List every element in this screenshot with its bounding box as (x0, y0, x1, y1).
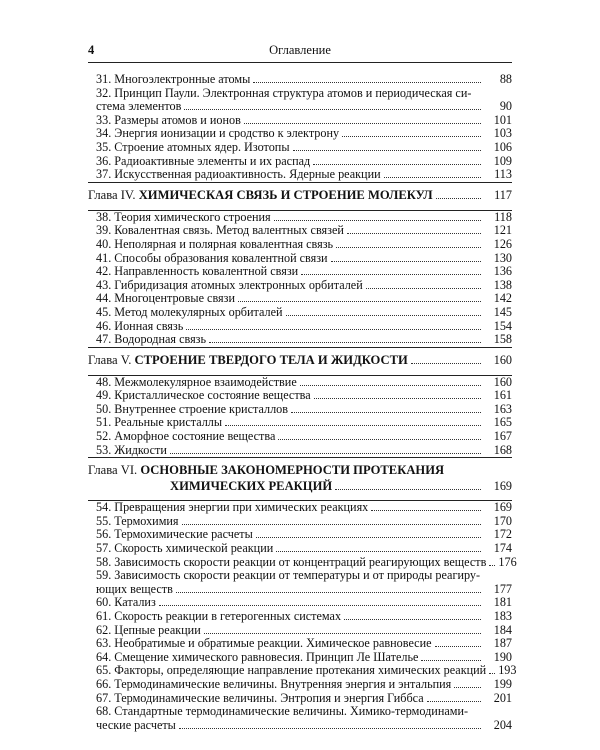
toc-entry (88, 705, 512, 732)
toc-entry (88, 624, 512, 638)
toc-entry-page: 126 (493, 236, 512, 251)
toc-entry-page: 184 (493, 622, 512, 637)
leader-dots (256, 536, 481, 538)
toc-entry-page: 168 (493, 442, 512, 457)
toc-entry-page: 176 (498, 554, 517, 569)
toc-entry-page: 130 (493, 250, 512, 265)
toc-entry-page: 174 (493, 541, 512, 556)
leader-dots (159, 604, 481, 606)
chapter-prefix: Глава V. (88, 352, 132, 367)
toc-entry-title: 44. Многоцентровые связи (96, 291, 235, 306)
leader-dots (300, 384, 481, 386)
toc-entry-line (88, 663, 517, 678)
toc-entry-page: 101 (493, 112, 512, 127)
toc-entry-page: 158 (493, 332, 512, 347)
leader-dots (427, 700, 481, 702)
toc-entry-title: 51. Реальные кристаллы (96, 415, 223, 430)
toc-entry-page: 187 (493, 636, 512, 651)
chapter-page: 160 (493, 352, 512, 367)
toc-entry-title-cont: ческие расчеты (96, 717, 176, 732)
toc-entry (88, 678, 512, 692)
toc-entry-line (88, 73, 512, 87)
leader-dots (454, 686, 481, 688)
toc-entry-page: 109 (493, 153, 512, 168)
chapter-page: 169 (493, 479, 512, 494)
toc-entry-line (88, 292, 512, 306)
toc-entry-page: 201 (493, 690, 512, 705)
toc-entry (88, 211, 512, 225)
toc-entry-page: 154 (493, 318, 512, 333)
page-number: 4 (88, 43, 95, 57)
toc-entry (88, 320, 512, 334)
toc-entry-title: 58. Зависимость скорости реакции от концентраций реагирующих веществ (96, 554, 487, 569)
chapter-title: СТРОЕНИЕ ТВЕРДОГО ТЕЛА И ЖИДКОСТИ (134, 352, 408, 367)
toc-entry-title: 33. Размеры атомов и ионов (96, 112, 241, 127)
toc-entry-line (88, 279, 512, 293)
toc-entry-title: 64. Смещение химического равновесия. Принцип Ле Шателье (96, 649, 419, 664)
toc-entry-title: 68. Стандартные термодинамические величины. Химико-термодинами- (96, 704, 469, 719)
leader-dots (342, 135, 481, 137)
toc-entry-title: 31. Многоэлектронные атомы (96, 72, 251, 86)
toc-entry (88, 306, 512, 320)
toc-entry-page: 177 (493, 581, 512, 596)
toc-entry (88, 416, 512, 430)
toc-entry-line (88, 637, 512, 651)
chapter-prefix: Глава IV. (88, 187, 136, 202)
toc-entry-title: 41. Способы образования ковалентной связи (96, 250, 328, 265)
leader-dots (209, 341, 481, 343)
leader-dots (489, 564, 495, 566)
toc-entry-line (88, 87, 512, 101)
leader-dots (278, 438, 481, 440)
toc-entry-page: 136 (493, 264, 512, 279)
leader-dots (179, 727, 481, 729)
leader-dots (335, 488, 481, 490)
toc-entry (88, 252, 512, 266)
chapter-title: ХИМИЧЕСКАЯ СВЯЗЬ И СТРОЕНИЕ МОЛЕКУЛ (138, 187, 433, 202)
chapter-heading (88, 354, 512, 369)
toc-entry (88, 528, 512, 542)
toc-entry-line (88, 624, 512, 638)
leader-dots (225, 424, 481, 426)
toc-entry-line (88, 501, 512, 515)
toc-entry-title: 35. Строение атомных ядер. Изотопы (96, 139, 290, 154)
toc-entry-title: 62. Цепные реакции (96, 622, 201, 637)
toc-entry-title: 42. Направленность ковалентной связи (96, 264, 299, 279)
toc-entry-title: 54. Превращения энергии при химических реакциях (96, 500, 369, 515)
toc-entry (88, 333, 512, 347)
leader-dots (184, 108, 481, 110)
toc-entry-title: 52. Аморфное состояние вещества (96, 429, 276, 444)
toc-entry-title: 36. Радиоактивные элементы и их распад (96, 153, 311, 168)
toc-entry-line (88, 416, 512, 430)
toc-entry-line (88, 155, 512, 169)
toc-entry (88, 403, 512, 417)
chapter-prefix: Глава VI. (88, 463, 138, 478)
leader-dots (366, 287, 481, 289)
toc-entry-page: 145 (493, 304, 512, 319)
toc-entry-page: 113 (494, 167, 512, 182)
toc-entry-line (88, 528, 512, 542)
chapter-page: 117 (494, 187, 512, 202)
toc-entry-title: 45. Метод молекулярных орбиталей (96, 304, 283, 319)
chapter-rule (88, 182, 512, 183)
leader-dots (331, 260, 481, 262)
toc-entry-title: 65. Факторы, определяющие направление протекания химических реакций (96, 663, 487, 678)
toc-entry (88, 610, 512, 624)
chapter-heading (88, 189, 512, 204)
toc-entry-line (88, 651, 512, 665)
leader-dots (286, 314, 481, 316)
toc-entry-line (88, 389, 512, 403)
toc-entry-line (88, 376, 512, 390)
toc-entry-title: 48. Межмолекулярное взаимодействие (96, 374, 297, 389)
toc-entry (88, 168, 512, 182)
toc-entry-title: 39. Ковалентная связь. Метод валентных связей (96, 223, 344, 238)
toc-entry (88, 596, 512, 610)
toc-entry-line (88, 542, 512, 556)
toc-entry-line (88, 320, 512, 334)
leader-dots (489, 672, 495, 674)
chapter-heading (88, 464, 512, 494)
toc-entry (88, 265, 512, 279)
toc-entry-title: 46. Ионная связь (96, 318, 184, 333)
toc-entry (88, 692, 512, 706)
toc-entry-title: 61. Скорость реакции в гетерогенных системах (96, 609, 342, 623)
toc-entry (88, 651, 512, 665)
toc-entry-line (88, 238, 512, 252)
leader-dots (436, 197, 481, 199)
leader-dots (274, 219, 481, 221)
toc-entry (88, 224, 512, 238)
toc-entry-title-cont: стема элементов (96, 99, 182, 114)
toc-entry-page: 163 (493, 401, 512, 416)
toc-entry-title: 43. Гибридизация атомных электронных орбиталей (96, 277, 363, 292)
toc-entry-page: 193 (498, 663, 517, 678)
toc-entry-page: 167 (493, 429, 512, 444)
toc-entry (88, 569, 512, 596)
leader-dots (371, 509, 481, 511)
chapter-line (88, 189, 512, 204)
toc-entry (88, 279, 512, 293)
toc-entry-page: 121 (493, 223, 512, 238)
toc-entry-line (88, 583, 512, 597)
chapter-title-line (88, 354, 408, 368)
toc-entry-page: 169 (493, 500, 512, 515)
toc-entry-line (88, 168, 512, 182)
toc-entry (88, 554, 517, 570)
toc-entry (88, 542, 512, 556)
toc-entry-title: 56. Термохимические расчеты (96, 527, 253, 542)
toc-entry-line (88, 719, 512, 733)
toc-entry-page: 142 (493, 291, 512, 306)
table-of-contents (88, 72, 517, 732)
toc-entry-line (88, 705, 512, 719)
toc-entry-page: 88 (499, 72, 512, 86)
toc-entry (88, 127, 512, 141)
toc-entry (88, 663, 517, 678)
toc-entry-page: 190 (493, 649, 512, 664)
toc-entry-line (88, 127, 512, 141)
toc-entry-page: 118 (494, 209, 512, 224)
toc-entry-line (88, 114, 512, 128)
toc-entry (88, 114, 512, 128)
toc-entry-title: 59. Зависимость скорости реакции от температуры и от природы реагиру- (96, 568, 481, 583)
chapter-title-line (88, 464, 444, 478)
toc-entry-page: 172 (493, 527, 512, 542)
toc-entry-page: 90 (499, 99, 512, 114)
toc-entry (88, 73, 512, 87)
toc-entry (88, 501, 512, 515)
toc-entry-page: 161 (493, 388, 512, 403)
leader-dots (411, 362, 481, 364)
toc-entry-title-cont: ющих веществ (96, 581, 173, 596)
toc-entry-title: 37. Искусственная радиоактивность. Ядерные реакции (96, 167, 381, 182)
toc-entry-page: 183 (493, 609, 512, 623)
toc-entry (88, 87, 512, 114)
leader-dots (314, 397, 481, 399)
toc-entry-title: 67. Термодинамические величины. Энтропия и энергия Гиббса (96, 690, 424, 705)
toc-entry-line (88, 444, 512, 458)
leader-dots (384, 176, 481, 178)
chapter-rule (88, 457, 512, 458)
leader-dots (182, 523, 481, 525)
leader-dots (313, 163, 481, 165)
leader-dots (435, 645, 481, 647)
toc-entry-line (88, 569, 512, 583)
leader-dots (336, 246, 481, 248)
toc-entry-title: 60. Катализ (96, 595, 156, 610)
toc-entry-line (88, 692, 512, 706)
toc-entry-page: 204 (493, 717, 512, 732)
toc-entry-page: 170 (493, 513, 512, 528)
toc-entry-page: 165 (493, 415, 512, 430)
leader-dots (276, 550, 481, 552)
chapter-line (88, 464, 512, 479)
toc-entry-line (88, 265, 512, 279)
toc-entry (88, 515, 512, 529)
chapter-line (88, 354, 512, 369)
chapter-line (88, 479, 512, 494)
toc-entry (88, 238, 512, 252)
toc-entry-line (88, 610, 512, 624)
toc-entry-line (88, 596, 512, 610)
leader-dots (293, 149, 481, 151)
leader-dots (204, 632, 481, 634)
toc-entry-page: 138 (493, 277, 512, 292)
toc-entry-line (88, 252, 512, 266)
header-rule (88, 62, 512, 63)
leader-dots (253, 81, 481, 83)
toc-entry (88, 444, 512, 458)
toc-entry-page: 106 (493, 139, 512, 154)
toc-entry (88, 292, 512, 306)
toc-entry-page: 160 (493, 374, 512, 389)
toc-entry-line (88, 403, 512, 417)
toc-entry-title: 38. Теория химического строения (96, 209, 271, 224)
toc-entry (88, 389, 512, 403)
toc-entry-title: 40. Неполярная и полярная ковалентная связь (96, 236, 334, 251)
toc-entry (88, 430, 512, 444)
toc-entry-title: 49. Кристаллическое состояние вещества (96, 388, 311, 403)
leader-dots (170, 452, 481, 454)
page-title: Оглавление (269, 43, 331, 57)
toc-entry (88, 141, 512, 155)
toc-entry-title: 50. Внутреннее строение кристаллов (96, 401, 288, 416)
leader-dots (291, 411, 481, 413)
toc-entry-line (88, 333, 512, 347)
chapter-rule (88, 347, 512, 348)
toc-entry-title: 47. Водородная связь (96, 332, 207, 347)
toc-entry-title: 63. Необратимые и обратимые реакции. Химическое равновесие (96, 636, 432, 651)
toc-entry-title: 34. Энергия ионизации и сродство к электрону (96, 126, 340, 141)
toc-entry-line (88, 100, 512, 114)
toc-entry-page: 199 (493, 676, 512, 691)
toc-entry-line (88, 211, 512, 225)
toc-entry-title: 55. Термохимия (96, 513, 179, 528)
leader-dots (244, 122, 481, 124)
chapter-title-line (88, 189, 433, 203)
leader-dots (347, 232, 481, 234)
toc-entry-page: 103 (493, 126, 512, 141)
toc-entry (88, 155, 512, 169)
toc-entry-title: 53. Жидкости (96, 442, 167, 457)
toc-entry-line (88, 306, 512, 320)
toc-entry-title: 32. Принцип Паули. Электронная структура атомов и периодическая си- (96, 85, 472, 100)
leader-dots (186, 328, 481, 330)
toc-entry-line (88, 430, 512, 444)
chapter-title: ОСНОВНЫЕ ЗАКОНОМЕРНОСТИ ПРОТЕКАНИЯ (140, 463, 445, 478)
toc-entry (88, 376, 512, 390)
toc-entry-line (88, 678, 512, 692)
toc-entry-page: 181 (493, 595, 512, 610)
leader-dots (344, 618, 481, 620)
toc-entry-line (88, 554, 517, 570)
leader-dots (238, 300, 481, 302)
toc-entry-line (88, 515, 512, 529)
toc-entry-title: 57. Скорость химической реакции (96, 541, 274, 556)
toc-entry-title: 66. Термодинамические величины. Внутренняя энергия и энтальпия (96, 676, 452, 691)
toc-entry (88, 637, 512, 651)
leader-dots (421, 659, 481, 661)
toc-entry-line (88, 141, 512, 155)
leader-dots (176, 591, 481, 593)
chapter-title-cont: ХИМИЧЕСКИХ РЕАКЦИЙ (170, 479, 333, 494)
toc-entry-line (88, 224, 512, 238)
page-header (88, 44, 512, 60)
leader-dots (301, 273, 481, 275)
